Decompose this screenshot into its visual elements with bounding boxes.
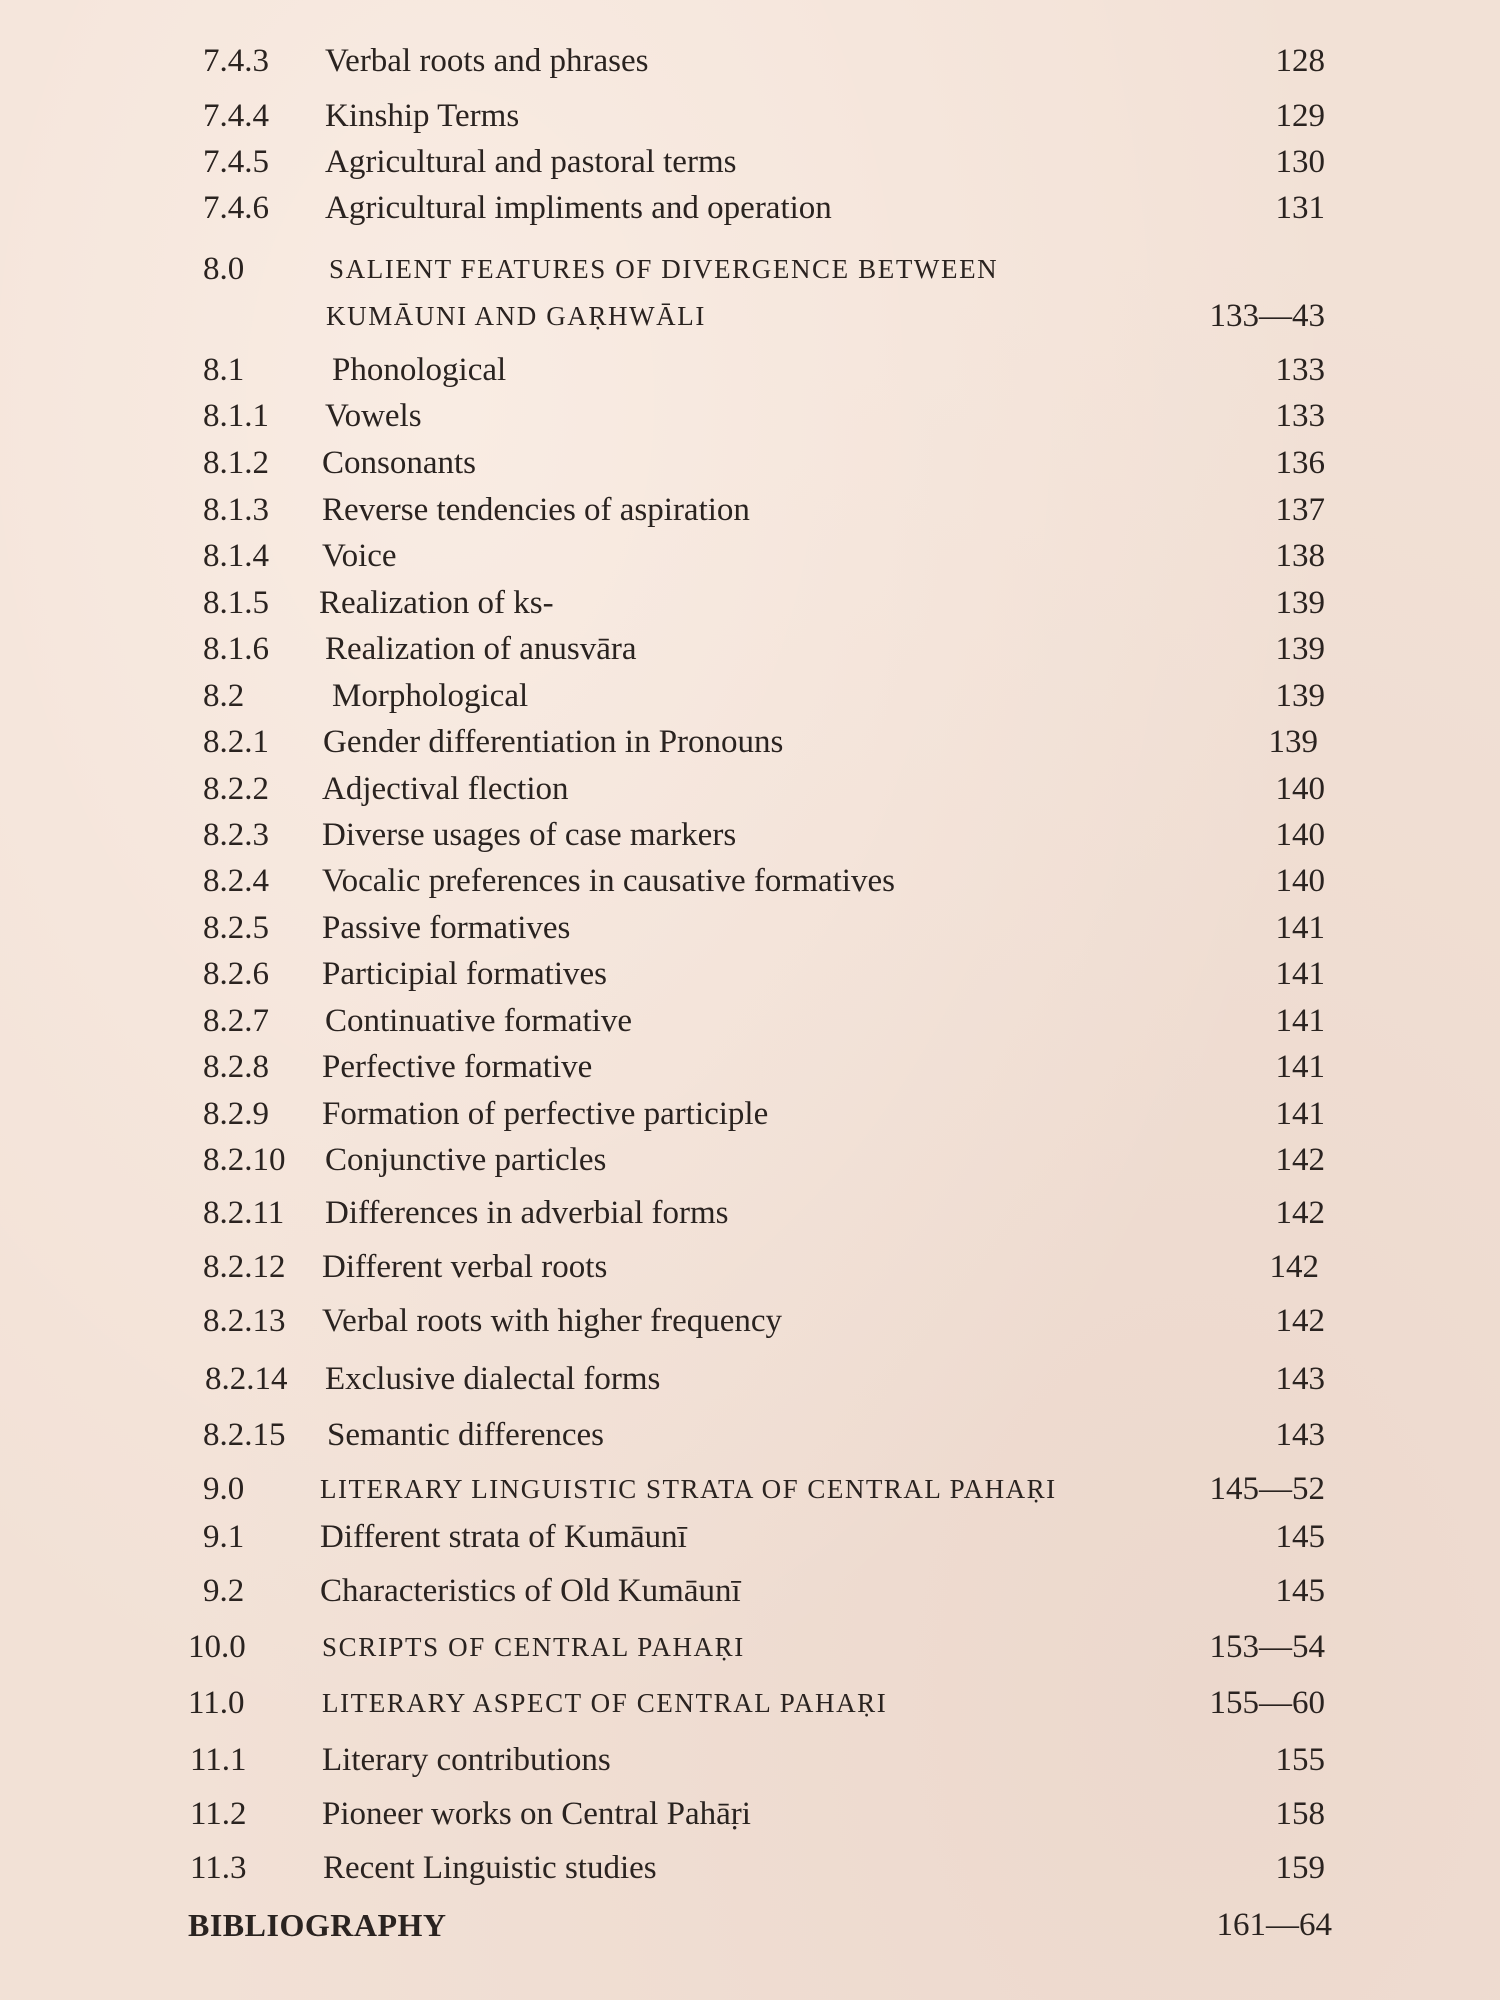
toc-row: [0, 1514, 1500, 1560]
section-title: Vowels: [325, 398, 422, 434]
toc-row: [0, 812, 1500, 858]
page-number: 136: [1275, 445, 1325, 481]
toc-row: [0, 393, 1500, 439]
page-number: 145—52: [1209, 1471, 1325, 1507]
section-number: 8.2.10: [203, 1142, 286, 1178]
section-title: LITERARY LINGUISTIC STRATA OF CENTRAL PAHAṚI: [320, 1474, 1057, 1504]
toc-row-chapter-continued: [0, 293, 1500, 339]
section-number: 8.2.6: [203, 956, 269, 992]
page-number: 133—43: [1209, 298, 1325, 334]
section-number: 8.2.4: [203, 863, 269, 899]
section-title: Phonological: [332, 352, 507, 388]
page-number: 141: [1275, 956, 1325, 992]
page-number: 142: [1275, 1142, 1325, 1178]
toc-row: [0, 1244, 1500, 1290]
page-number: 155: [1275, 1742, 1325, 1778]
section-number: 8.2.11: [203, 1195, 285, 1231]
section-number: 11.2: [190, 1796, 247, 1832]
section-number: 8.2: [203, 678, 245, 714]
toc-row: [0, 440, 1500, 486]
page-number: 142: [1269, 1249, 1319, 1285]
section-title: Different verbal roots: [322, 1249, 608, 1285]
page-number: 139: [1268, 724, 1318, 760]
section-title: Diverse usages of case markers: [322, 817, 737, 853]
section-title: Reverse tendencies of aspiration: [322, 492, 750, 528]
page-number: 159: [1275, 1850, 1325, 1886]
page-number: 145: [1275, 1519, 1325, 1555]
toc-row: [0, 1091, 1500, 1137]
section-title: SCRIPTS OF CENTRAL PAHAṚI: [322, 1632, 745, 1662]
section-number: 8.2.13: [203, 1303, 286, 1339]
page-number: 128: [1275, 43, 1325, 79]
page-number: 129: [1275, 98, 1325, 134]
page-number: 139: [1275, 585, 1325, 621]
section-title: Morphological: [332, 678, 529, 714]
section-title: Participial formatives: [322, 956, 607, 992]
section-number: 8.1.4: [203, 538, 269, 574]
section-number: 8.0: [203, 251, 245, 287]
page-number: 140: [1275, 771, 1325, 807]
section-title: Exclusive dialectal forms: [325, 1361, 661, 1397]
toc-row: [0, 1568, 1500, 1614]
section-number: 9.1: [203, 1519, 245, 1555]
section-number: 8.2.14: [205, 1361, 288, 1397]
page-number: 139: [1275, 678, 1325, 714]
section-title: Consonants: [322, 445, 477, 481]
page-number: 140: [1275, 817, 1325, 853]
toc-row: [0, 858, 1500, 904]
section-title: Passive formatives: [322, 910, 571, 946]
section-number: 8.2.2: [203, 771, 269, 807]
toc-row: [0, 719, 1500, 765]
section-number: 8.2.7: [203, 1003, 269, 1039]
page-number: 145: [1275, 1573, 1325, 1609]
section-number: 9.0: [203, 1471, 245, 1507]
toc-row: [0, 580, 1500, 626]
page-number: 143: [1275, 1417, 1325, 1453]
toc-row: [0, 93, 1500, 139]
toc-row: [0, 1044, 1500, 1090]
section-title: Realization of anusvāra: [325, 631, 637, 667]
page-number: 161—64: [1216, 1907, 1332, 1943]
toc-row: [0, 1791, 1500, 1837]
toc-row: [0, 1356, 1500, 1402]
page-number: 142: [1275, 1195, 1325, 1231]
section-title: Verbal roots with higher frequency: [322, 1303, 783, 1339]
bibliography-title: BIBLIOGRAPHY: [188, 1907, 447, 1943]
section-number: 8.1.6: [203, 631, 269, 667]
section-title: Pioneer works on Central Pahāṛi: [322, 1796, 751, 1832]
page-number: 133: [1275, 352, 1325, 388]
toc-row: [0, 1412, 1500, 1458]
section-number: 8.2.9: [203, 1096, 269, 1132]
page-number: 141: [1275, 910, 1325, 946]
toc-row-chapter: [0, 1624, 1500, 1670]
page-number: 140: [1275, 863, 1325, 899]
toc-row: [0, 766, 1500, 812]
page-number: 153—54: [1209, 1629, 1325, 1665]
section-number: 10.0: [188, 1629, 246, 1665]
toc-row: [0, 139, 1500, 185]
section-title: Formation of perfective participle: [322, 1096, 769, 1132]
section-number: 11.1: [190, 1742, 247, 1778]
page-number: 143: [1275, 1361, 1325, 1397]
page-number: 130: [1275, 144, 1325, 180]
section-number: 7.4.5: [203, 144, 269, 180]
toc-row: [0, 38, 1500, 84]
section-number: 9.2: [203, 1573, 245, 1609]
page-number: 141: [1275, 1049, 1325, 1085]
section-number: 8.2.8: [203, 1049, 269, 1085]
section-title: Differences in adverbial forms: [325, 1195, 729, 1231]
toc-row: [0, 533, 1500, 579]
toc-row: [0, 905, 1500, 951]
section-title: LITERARY ASPECT OF CENTRAL PAHAṚI: [322, 1688, 888, 1718]
section-title: Kinship Terms: [325, 98, 520, 134]
section-number: 8.1.2: [203, 445, 269, 481]
toc-row-bibliography: [0, 1902, 1500, 1948]
section-title: SALIENT FEATURES OF DIVERGENCE BETWEEN: [329, 254, 999, 284]
section-number: 7.4.6: [203, 190, 269, 226]
toc-row: [0, 998, 1500, 1044]
toc-row: [0, 1137, 1500, 1183]
toc-row: [0, 673, 1500, 719]
section-number: 8.1.1: [203, 398, 269, 434]
section-title: Agricultural and pastoral terms: [325, 144, 737, 180]
section-title: Adjectival flection: [322, 771, 569, 807]
page-number: 131: [1275, 190, 1325, 226]
section-number: 8.1.5: [203, 585, 269, 621]
toc-row: [0, 347, 1500, 393]
toc-row: [0, 487, 1500, 533]
section-title: Perfective formative: [322, 1049, 593, 1085]
page-number: 137: [1275, 492, 1325, 528]
page-number: 141: [1275, 1003, 1325, 1039]
section-title: KUMĀUNI AND GAṚHWĀLI: [326, 301, 706, 331]
section-title: Vocalic preferences in causative formatives: [322, 863, 895, 899]
toc-row: [0, 626, 1500, 672]
page-number: 158: [1275, 1796, 1325, 1832]
page-number: 155—60: [1209, 1685, 1325, 1721]
section-title: Gender differentiation in Pronouns: [323, 724, 784, 760]
page-number: 139: [1275, 631, 1325, 667]
section-title: Realization of ks-: [319, 585, 554, 621]
section-title: Literary contributions: [322, 1742, 611, 1778]
section-title: Voice: [322, 538, 397, 574]
section-number: 7.4.4: [203, 98, 269, 134]
section-number: 8.2.5: [203, 910, 269, 946]
section-number: 11.0: [188, 1685, 245, 1721]
section-number: 8.2.3: [203, 817, 269, 853]
page-number: 142: [1275, 1303, 1325, 1339]
section-number: 8.1.3: [203, 492, 269, 528]
section-number: 7.4.3: [203, 43, 269, 79]
section-number: 8.2.1: [203, 724, 269, 760]
section-number: 8.2.12: [203, 1249, 286, 1285]
section-title: Different strata of Kumāunī: [320, 1519, 687, 1555]
toc-row-chapter: [0, 246, 1500, 292]
toc-row: [0, 185, 1500, 231]
toc-row: [0, 1298, 1500, 1344]
toc-row-chapter: [0, 1466, 1500, 1512]
toc-row: [0, 1845, 1500, 1891]
section-title: Verbal roots and phrases: [325, 43, 649, 79]
section-number: 11.3: [190, 1850, 247, 1886]
section-title: Recent Linguistic studies: [323, 1850, 657, 1886]
page-number: 138: [1275, 538, 1325, 574]
toc-row: [0, 951, 1500, 997]
toc-row: [0, 1190, 1500, 1236]
section-title: Semantic differences: [327, 1417, 605, 1453]
section-title: Conjunctive particles: [325, 1142, 607, 1178]
section-number: 8.1: [203, 352, 245, 388]
page-number: 141: [1275, 1096, 1325, 1132]
toc-row: [0, 1737, 1500, 1783]
section-title: Agricultural impliments and operation: [325, 190, 832, 226]
page-number: 133: [1275, 398, 1325, 434]
section-title: Continuative formative: [325, 1003, 633, 1039]
section-number: 8.2.15: [203, 1417, 286, 1453]
toc-row-chapter: [0, 1680, 1500, 1726]
section-title: Characteristics of Old Kumāunī: [320, 1573, 741, 1609]
